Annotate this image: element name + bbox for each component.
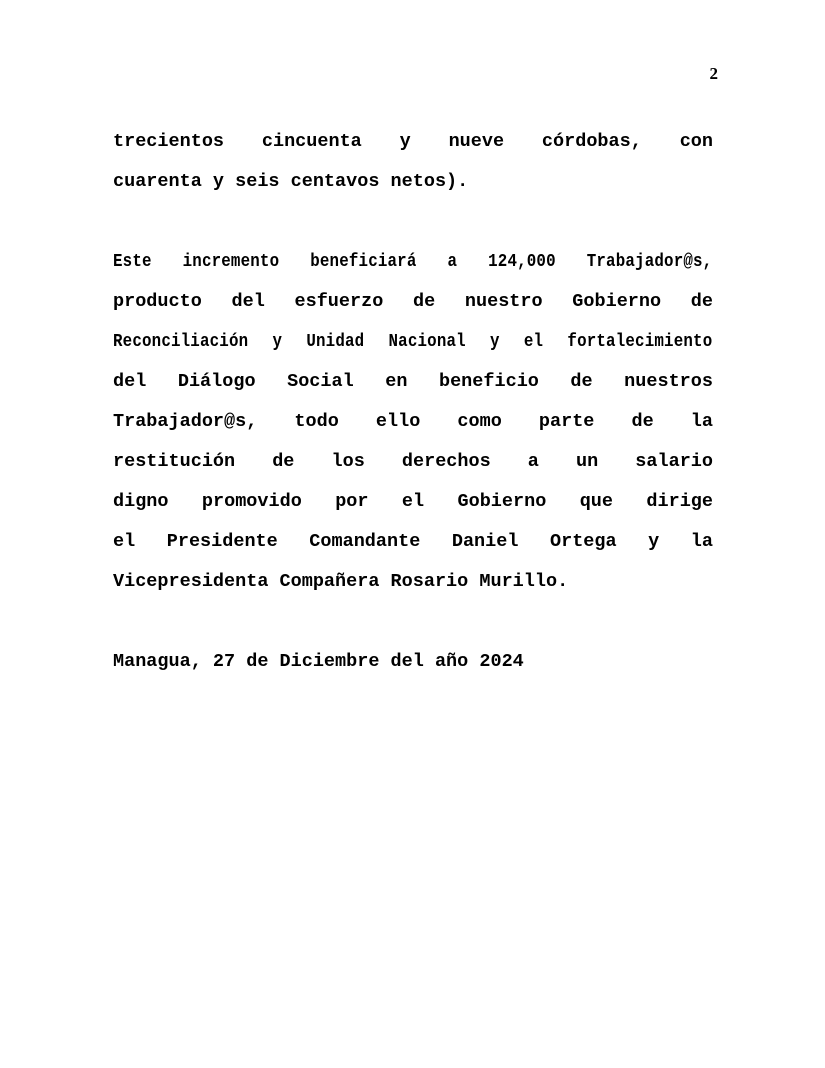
paragraph (113, 642, 713, 682)
text-line: Este incremento beneficiará a 124,000 Trabajador@s, (113, 251, 713, 272)
text-line: trecientos cincuenta y nueve córdobas, con (113, 131, 713, 152)
text-line: producto del esfuerzo de nuestro Gobierno de (113, 291, 713, 312)
text-line: del Diálogo Social en beneficio de nuestros (113, 371, 713, 392)
document-body (113, 122, 713, 682)
text-line: Managua, 27 de Diciembre del año 2024 (113, 651, 524, 672)
page-number: 2 (709, 64, 718, 83)
text-line: Reconciliación y Unidad Nacional y el fortalecimiento (113, 331, 713, 352)
paragraph (113, 122, 713, 202)
paragraph (113, 242, 713, 602)
text-line: restitución de los derechos a un salario (113, 451, 713, 472)
text-line: el Presidente Comandante Daniel Ortega y la (113, 531, 713, 552)
text-line: Trabajador@s, todo ello como parte de la (113, 411, 713, 432)
text-line: digno promovido por el Gobierno que dirige (113, 491, 713, 512)
text-line: Vicepresidenta Compañera Rosario Murillo. (113, 571, 569, 592)
text-line: cuarenta y seis centavos netos). (113, 171, 469, 192)
